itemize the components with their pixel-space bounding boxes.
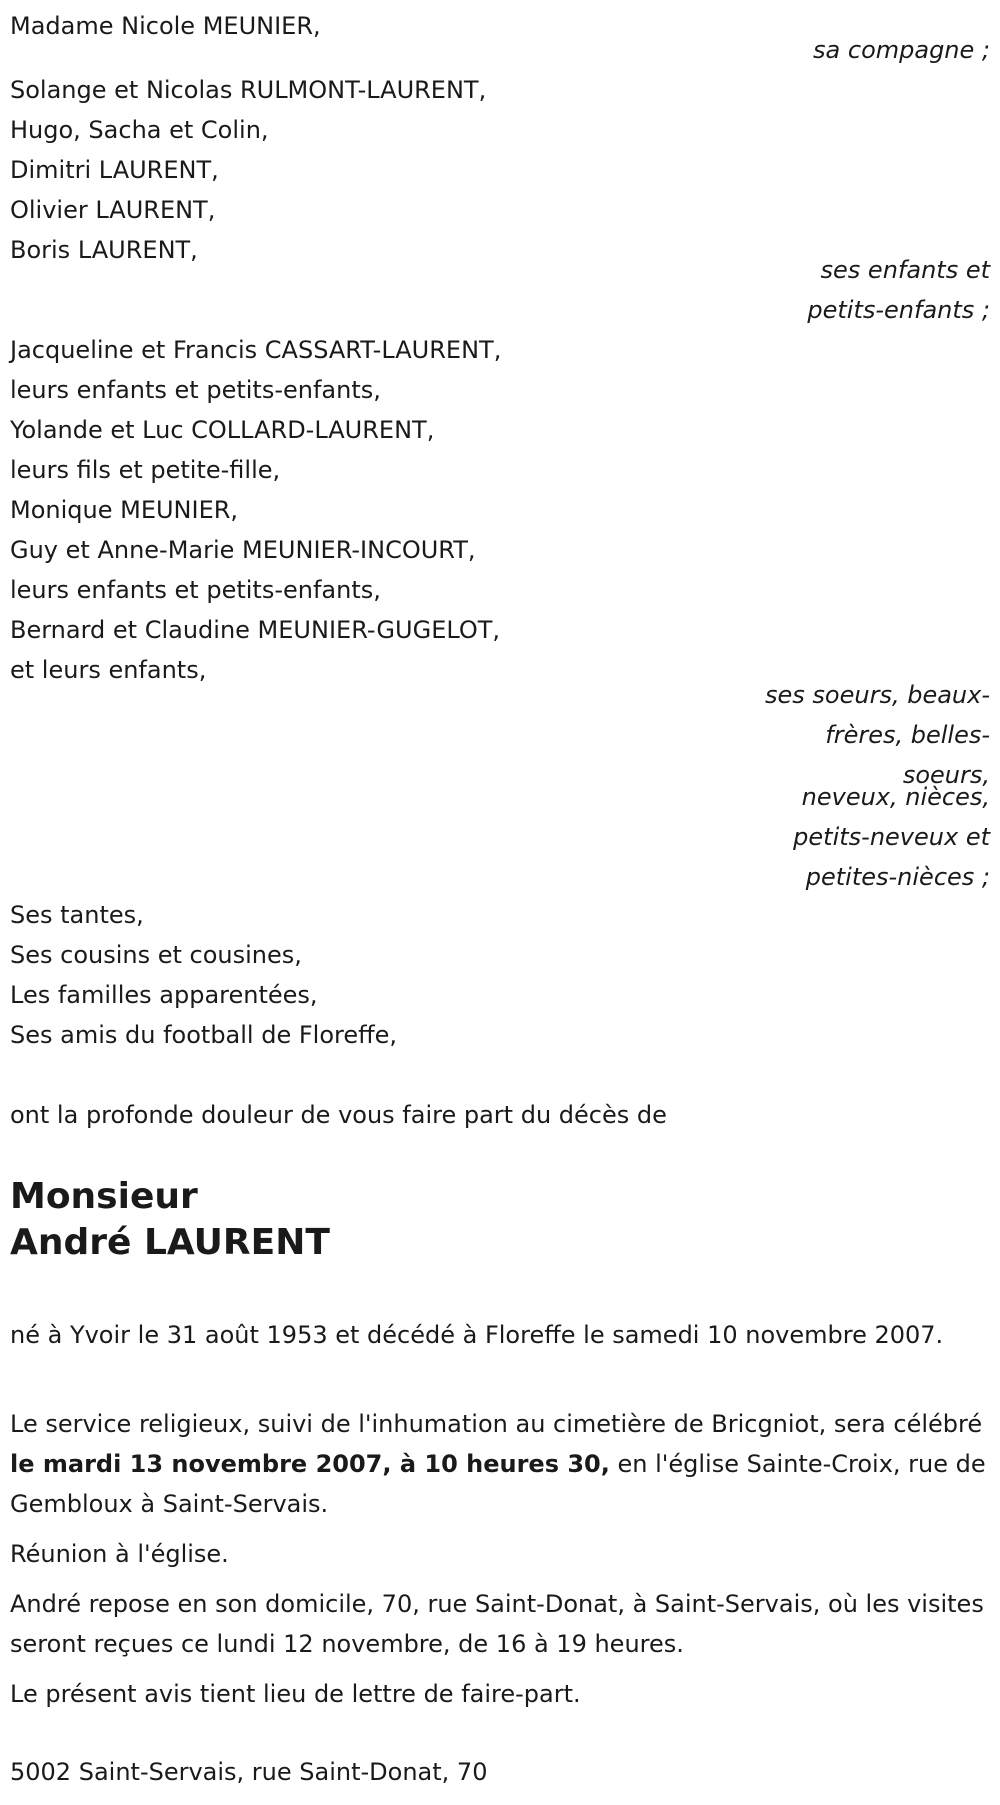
service-paragraph (10, 1404, 990, 1524)
sibling-line: et leurs enfants, (10, 656, 207, 684)
service-text-after: en l'église Sainte-Croix, rue de Gembloux à Saint-Servais. (10, 1450, 986, 1518)
siblings-role-line: frères, belles- (825, 721, 990, 749)
spouse-role (690, 30, 990, 70)
other-line: Les familles apparentées, (10, 981, 318, 1009)
child-line: Dimitri LAURENT, (10, 156, 219, 184)
spouse-role-text: sa compagne ; (813, 36, 990, 64)
child-line: Hugo, Sacha et Colin, (10, 116, 269, 144)
reunion-paragraph: Réunion à l'église. (10, 1540, 229, 1568)
siblings-role-line: soeurs, (902, 761, 990, 789)
siblings-role-line: petits-neveux et (793, 823, 990, 851)
sibling-line: leurs enfants et petits-enfants, (10, 376, 381, 404)
service-text-before: Le service religieux, suivi de l'inhumation au cimetière de Bricgniot, sera célébré (10, 1410, 983, 1438)
announcement-text: ont la profonde douleur de vous faire part du décès de (10, 1101, 667, 1129)
address-line: 5002 Saint-Servais, rue Saint-Donat, 70 (10, 1758, 488, 1786)
child-line: Olivier LAURENT, (10, 196, 216, 224)
announcement-block (10, 1095, 990, 1135)
visits-paragraph: André repose en son domicile, 70, rue Saint-Donat, à Saint-Servais, où les visites seront reçues ce lundi 12 novembre, de 16 à 19 heures. (10, 1590, 984, 1658)
children-role-line: petits-enfants ; (807, 296, 990, 324)
deceased-title: Monsieur (10, 1176, 198, 1217)
spouse-name: Madame Nicole MEUNIER, (10, 12, 321, 40)
child-line: Boris LAURENT, (10, 236, 198, 264)
siblings-block (10, 330, 990, 690)
children-role-line: ses enfants et (820, 256, 990, 284)
siblings-role-line: petites-nièces ; (805, 863, 990, 891)
sibling-line: leurs enfants et petits-enfants, (10, 576, 381, 604)
birth-death-paragraph: né à Yvoir le 31 août 1953 et décédé à Floreffe le samedi 10 novembre 2007. (10, 1321, 944, 1349)
siblings-role (690, 675, 990, 897)
sibling-line: Monique MEUNIER, (10, 496, 239, 524)
siblings-role-line: ses soeurs, beaux- (765, 681, 990, 709)
deceased-name: André LAURENT (10, 1222, 330, 1263)
sibling-line: Bernard et Claudine MEUNIER-GUGELOT, (10, 616, 501, 644)
others-block (10, 895, 990, 1055)
notice-paragraph: Le présent avis tient lieu de lettre de faire-part. (10, 1680, 581, 1708)
children-role (690, 250, 990, 330)
sibling-line: Guy et Anne-Marie MEUNIER-INCOURT, (10, 536, 476, 564)
other-line: Ses amis du football de Floreffe, (10, 1021, 398, 1049)
other-line: Ses tantes, (10, 901, 144, 929)
deceased-heading (10, 1174, 330, 1266)
service-date: le mardi 13 novembre 2007, à 10 heures 30, (10, 1450, 610, 1478)
sibling-line: Yolande et Luc COLLARD-LAURENT, (10, 416, 435, 444)
siblings-role-line: neveux, nièces, (801, 783, 990, 811)
child-line: Solange et Nicolas RULMONT-LAURENT, (10, 76, 487, 104)
other-line: Ses cousins et cousines, (10, 941, 302, 969)
sibling-line: Jacqueline et Francis CASSART-LAURENT, (10, 336, 502, 364)
sibling-line: leurs fils et petite-fille, (10, 456, 281, 484)
children-block (10, 70, 990, 270)
